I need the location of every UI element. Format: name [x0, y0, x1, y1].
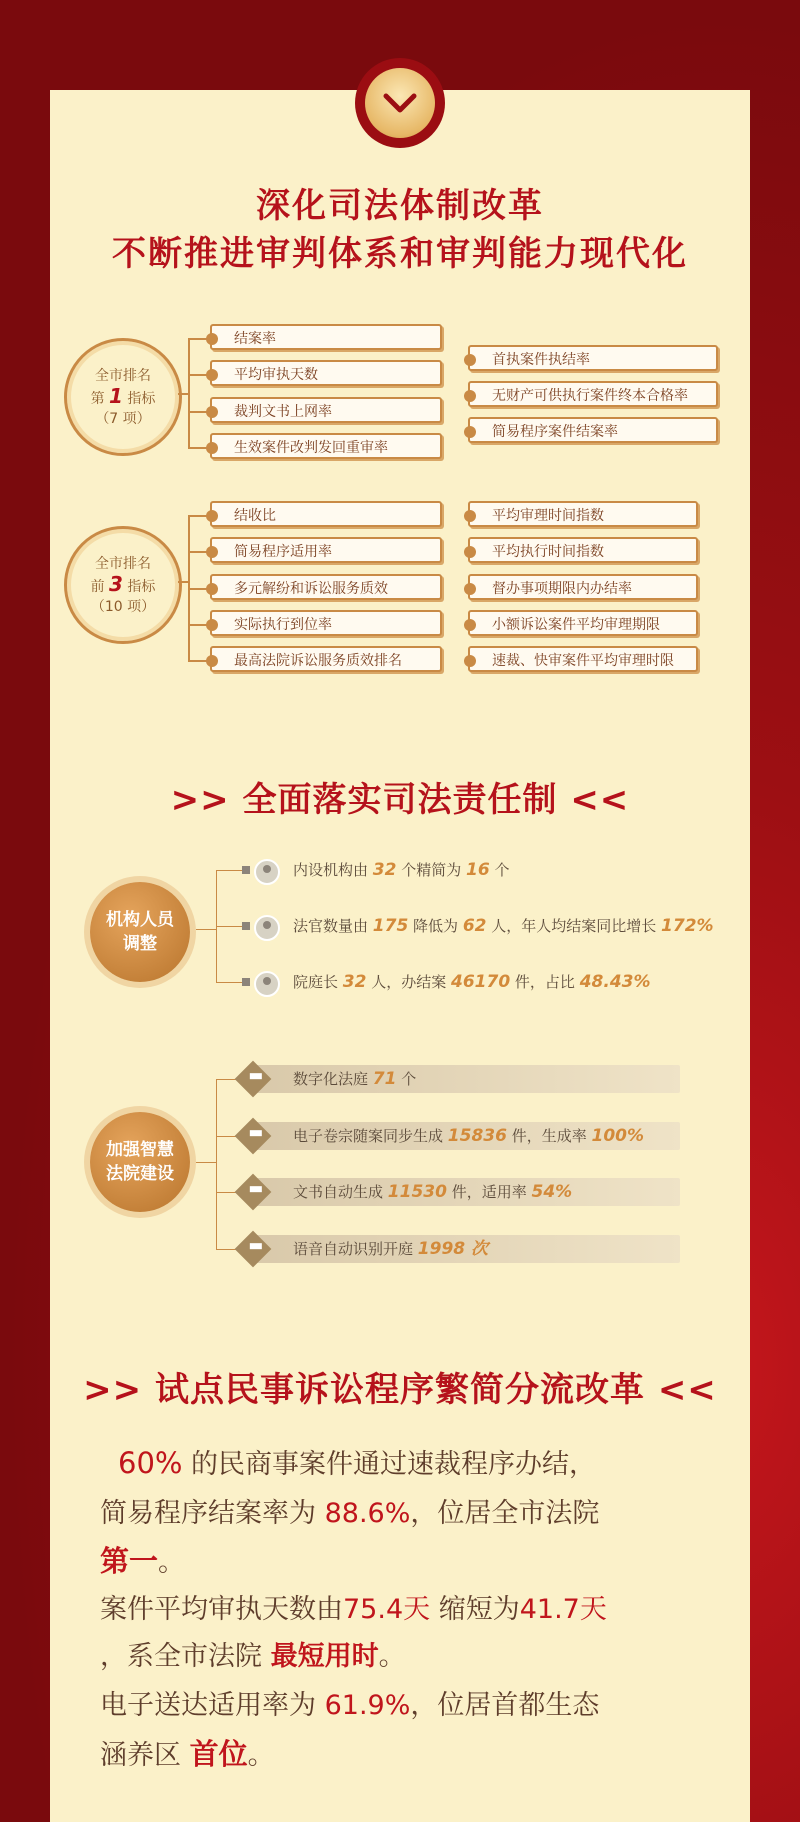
paragraph-2-line2: ，系全市法院 最短用时。: [100, 1641, 406, 1672]
paragraph-1-line2: 简易程序结案率为 88.6%，位居全市法院: [100, 1498, 600, 1529]
rank3-item: 最高法院诉讼服务质效排名: [210, 646, 442, 672]
org-row: 院庭长 32 人，办结案 46170 件，占比 48.43%: [293, 972, 651, 992]
rank1-item: 结案率: [210, 324, 442, 350]
rank1-line1: 全市排名: [95, 367, 151, 384]
rank3-item: 督办事项期限内办结率: [468, 574, 698, 600]
page-title-line1: 深化司法体制改革: [256, 186, 544, 226]
connector: [216, 1136, 236, 1137]
bullet-square: [242, 866, 250, 874]
section-heading-judicial-responsibility: >> 全面落实司法责任制 <<: [170, 780, 630, 820]
rank3-item: 小额诉讼案件平均审理期限: [468, 610, 698, 636]
rank1-line2: 第 1 指标: [90, 383, 156, 408]
smart-court-label-1: 加强智慧: [106, 1140, 174, 1160]
rank3-item: 结收比: [210, 501, 442, 527]
rank3-item: 平均执行时间指数: [468, 537, 698, 563]
person-icon: [254, 971, 280, 997]
connector: [178, 393, 188, 395]
rank3-item: 实际执行到位率: [210, 610, 442, 636]
chevron-down-icon: [365, 68, 435, 138]
paragraph-3-line1: 电子送达适用率为 61.9%，位居首都生态: [100, 1690, 600, 1721]
connector: [196, 929, 216, 930]
rank3-line1: 全市排名: [95, 555, 151, 572]
paragraph-1-line1: 60% 的民商事案件通过速裁程序办结，: [118, 1446, 597, 1480]
smart-court-circle: [90, 1112, 190, 1212]
smart-court-label-2: 法院建设: [106, 1164, 174, 1184]
smart-row: 数字化法庭 71 个: [293, 1069, 417, 1089]
paragraph-3-line2: 涵养区 首位。: [100, 1737, 275, 1771]
paragraph-2-line1: 案件平均审执天数由75.4天 缩短为41.7天: [100, 1594, 607, 1625]
rank1-item: 首执案件执结率: [468, 345, 718, 371]
connector: [216, 926, 242, 927]
connector: [216, 1249, 236, 1250]
rank3-line3: （10 项）: [90, 598, 156, 615]
rank1-item: 无财产可供执行案件终本合格率: [468, 381, 718, 407]
rank1-item: 平均审执天数: [210, 360, 442, 386]
connector: [178, 581, 188, 583]
connector: [216, 982, 242, 983]
rank3-item: 多元解纷和诉讼服务质效: [210, 574, 442, 600]
bullet-square: [242, 922, 250, 930]
rank3-item: 简易程序适用率: [210, 537, 442, 563]
section-heading-civil-procedure-reform: >> 试点民事诉讼程序繁简分流改革 <<: [83, 1370, 717, 1410]
connector: [216, 1192, 236, 1193]
org-adjust-label-2: 调整: [123, 934, 157, 954]
scroll-down-badge[interactable]: [355, 58, 445, 148]
smart-row: 文书自动生成 11530 件，适用率 54%: [293, 1182, 573, 1202]
org-adjust-label-1: 机构人员: [106, 910, 174, 930]
person-icon: [254, 859, 280, 885]
smart-row: 语音自动识别开庭 1998 次: [293, 1239, 489, 1259]
rank1-item: 裁判文书上网率: [210, 397, 442, 423]
rank1-line3: （7 项）: [95, 410, 151, 427]
paragraph-1-line3: 第一。: [100, 1544, 186, 1578]
page-title-line2: 不断推进审判体系和审判能力现代化: [112, 234, 688, 274]
rank3-circle: [64, 526, 182, 644]
connector: [216, 1079, 217, 1249]
bullet-square: [242, 978, 250, 986]
person-icon: [254, 915, 280, 941]
rank3-item: 平均审理时间指数: [468, 501, 698, 527]
org-row: 法官数量由 175 降低为 62 人，年人均结案同比增长 172%: [293, 916, 714, 936]
rank1-item: 简易程序案件结案率: [468, 417, 718, 443]
rank3-line2: 前 3 指标: [90, 571, 156, 596]
connector: [196, 1162, 216, 1163]
connector: [216, 1079, 236, 1080]
connector: [188, 338, 190, 448]
smart-row: 电子卷宗随案同步生成 15836 件，生成率 100%: [293, 1126, 645, 1146]
rank1-circle: [64, 338, 182, 456]
rank1-item: 生效案件改判发回重审率: [210, 433, 442, 459]
org-adjust-circle: [90, 882, 190, 982]
rank3-item: 速裁、快审案件平均审理时限: [468, 646, 698, 672]
connector: [216, 870, 242, 871]
org-row: 内设机构由 32 个精简为 16 个: [293, 860, 510, 880]
